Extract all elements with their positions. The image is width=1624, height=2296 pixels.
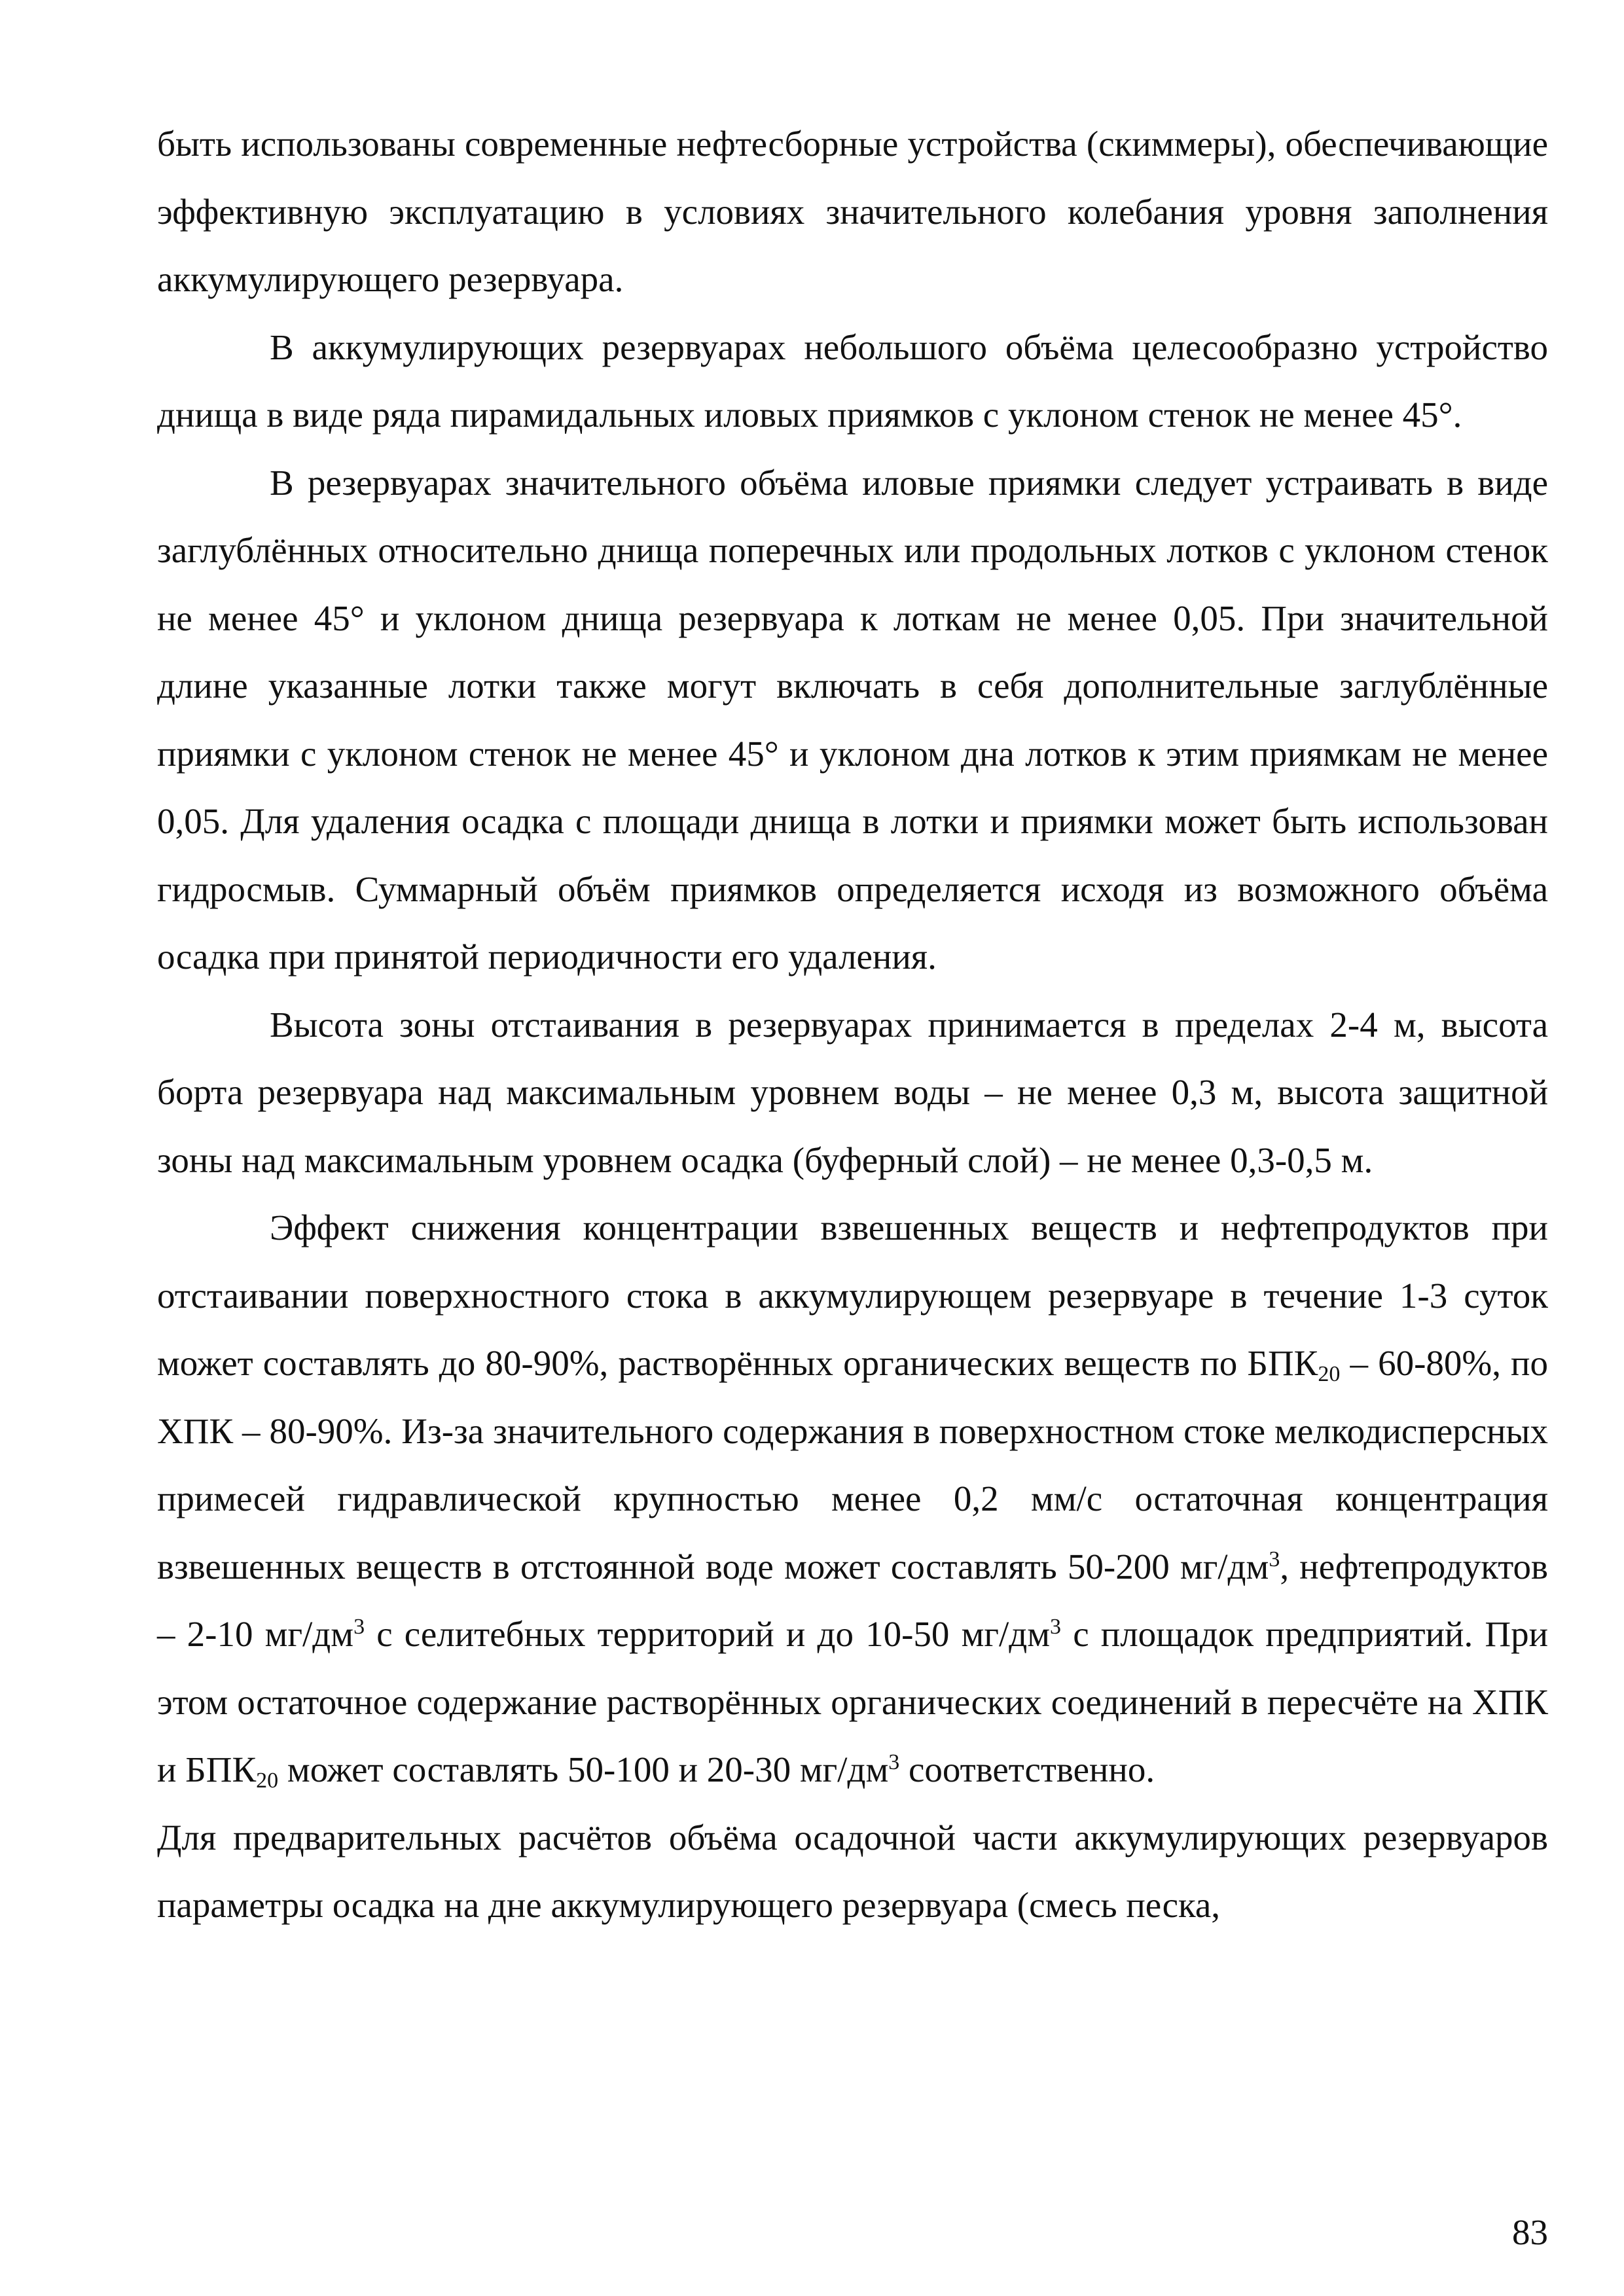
superscript-3: 3 <box>353 1615 365 1639</box>
text-run: с площадок предприятий. При этом остаточное содержание растворённых органических соединений в пересчёте на ХПК и БПК <box>157 1614 1549 1789</box>
paragraph-small-tanks: В аккумулирующих резервуарах небольшого объёма целесообразно устройство днища в виде ряда пирамидальных иловых приямков с уклоном стенок не менее 45°. <box>157 327 1548 435</box>
text-run: с селитебных территорий и до 10-50 мг/дм <box>365 1614 1051 1654</box>
paragraph-settling-zone: Высота зоны отстаивания в резервуарах принимается в пределах 2-4 м, высота борта резервуара над максимальным уровнем воды – не менее 0,3 м, высота защитной зоны над максимальным уровнем осадка (буферный слой) – не менее 0,3-0,5 м. <box>157 1004 1548 1180</box>
text-run: , нефтепродуктов – 2-10 мг/дм <box>157 1546 1548 1654</box>
subscript-20: 20 <box>256 1768 279 1793</box>
superscript-3: 3 <box>1050 1615 1062 1639</box>
text-run: – 60-80%, по ХПК – 80-90%. Из-за значительного содержания в поверхностном стоке мелкодисперсных примесей гидравлической крупностью менее 0,2 мм/с остаточная концентрация взвешенных веществ в отстоянной воде может составлять 50-200 мг/дм <box>157 1343 1548 1587</box>
text-run: Эффект снижения концентрации взвешенных веществ и нефтепродуктов при отстаивании поверхностного стока в аккумулирующем резервуаре в течение 1-3 суток может составлять до 80-90%, растворённых органических веществ по БПК <box>157 1208 1548 1383</box>
paragraph-large-tanks: В резервуарах значительного объёма иловые приямки следует устраивать в виде заглублённых относительно днища поперечных или продольных лотков с уклоном стенок не менее 45° и уклоном днища резервуара к лоткам не менее 0,05. При значительной длине указанные лотки также могут включать в себя дополнительные заглублённые приямки с уклоном стенок не менее 45° и уклоном дна лотков к этим приямкам не менее 0,05. Для удаления осадка с площади днища в лотки и приямки может быть использован гидросмыв. Суммарный объём приямков определяется исходя из возможного объёма осадка при принятой периодичности его удаления. <box>157 462 1548 977</box>
paragraph-settling-effect <box>157 1194 1548 1804</box>
superscript-3: 3 <box>888 1750 900 1774</box>
paragraph-skimmers: быть использованы современные нефтесборные устройства (скиммеры), обеспечивающие эффективную эксплуатацию в условиях значительного колебания уровня заполнения аккумулирующего резервуара. <box>157 124 1548 299</box>
subscript-20: 20 <box>1318 1362 1341 1386</box>
document-body <box>157 110 1548 1939</box>
text-run: соответственно. <box>899 1749 1155 1789</box>
text-run: может составлять 50-100 и 20-30 мг/дм <box>278 1749 889 1789</box>
page-number: 83 <box>1512 2212 1548 2252</box>
superscript-3: 3 <box>1269 1547 1280 1571</box>
paragraph-preliminary-calc: Для предварительных расчётов объёма осадочной части аккумулирующих резервуаров параметры осадка на дне аккумулирующего резервуара (смесь песка, <box>157 1817 1548 1925</box>
